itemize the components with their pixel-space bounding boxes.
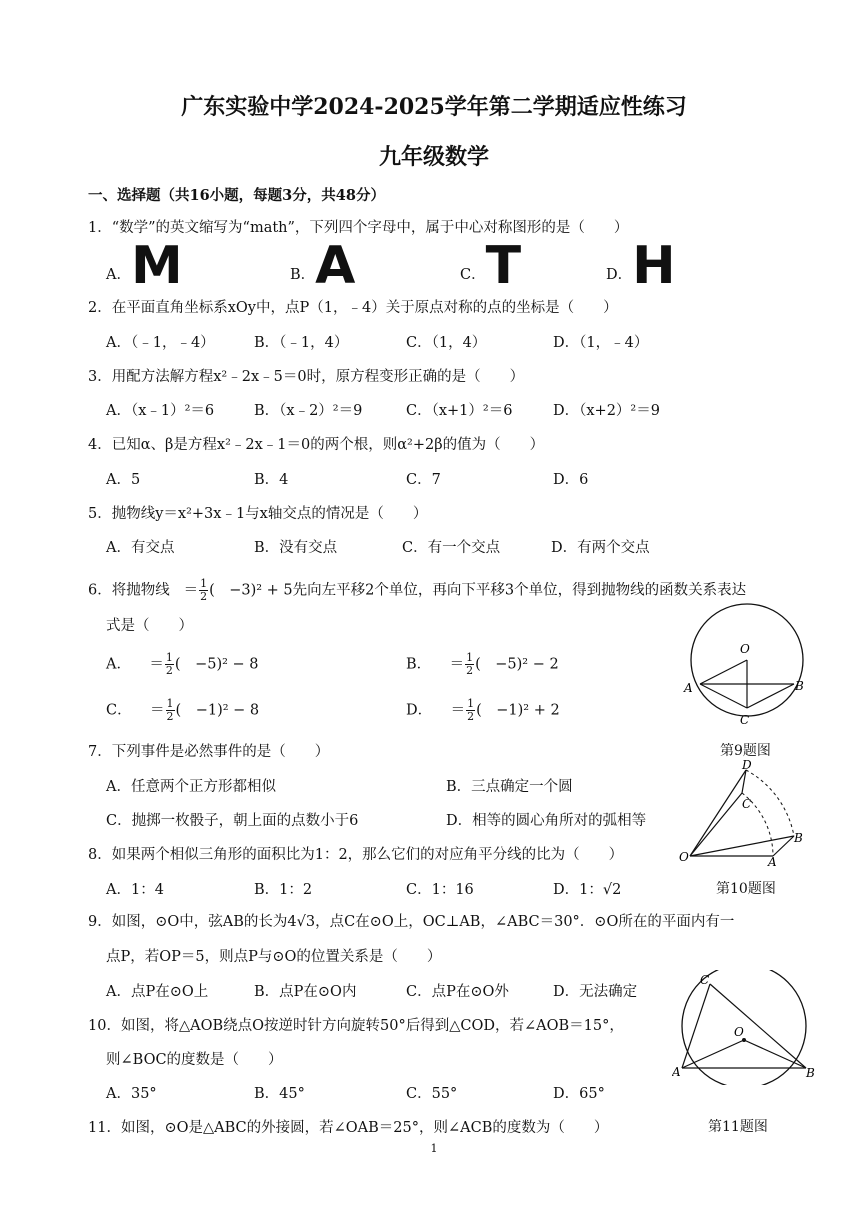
figure-10 — [676, 758, 806, 868]
question-5-option-c: C．有一个交点 — [402, 540, 501, 556]
page-title: 广东实验中学2024-2025学年第二学期适应性练习 — [181, 94, 687, 120]
page-subtitle: 九年级数学 — [378, 144, 489, 170]
fig9-label-o: O — [740, 642, 750, 656]
question-7-option-b: B．三点确定一个圆 — [446, 779, 573, 795]
q6-eq-rest: ( −3)² + 5 — [209, 582, 293, 599]
letter-h: H — [632, 236, 676, 296]
question-5-option-d: D．有两个交点 — [551, 540, 650, 556]
fig10-caption: 第10题图 — [716, 881, 776, 897]
question-10-option-a: A．35° — [106, 1086, 157, 1102]
fig9-label-a: A — [684, 681, 693, 695]
fig9-label-c: C — [740, 713, 750, 727]
question-10-option-d: D．65° — [553, 1086, 605, 1102]
question-9-option-c: C．点P在⊙O外 — [406, 984, 509, 1000]
figure-11 — [672, 970, 822, 1085]
question-9-option-d: D．无法确定 — [553, 984, 638, 1000]
question-3-stem: 3．用配方法解方程x²﹣2x﹣5＝0时，原方程变形正确的是（ ） — [88, 369, 525, 385]
question-1-option-d — [606, 236, 676, 296]
question-4-option-b: B．4 — [254, 472, 289, 488]
question-7-option-c: C．抛掷一枚骰子，朝上面的点数小于6 — [106, 813, 359, 829]
fig11-label-c: C — [700, 973, 710, 987]
question-7-option-a: A．任意两个正方形都相似 — [106, 779, 276, 795]
question-3-option-d: D．（x+2）²＝9 — [553, 403, 660, 419]
question-6-option-d: D． ＝ $\frac{1}{2}$ ( −1)² + 2 — [406, 697, 560, 723]
fig11-label-o: O — [734, 1025, 744, 1039]
fig11-label-a: A — [672, 1065, 681, 1079]
question-3-option-b: B．（x﹣2）²＝9 — [254, 403, 363, 419]
question-6-option-b: B． ＝ $\frac{1}{2}$ ( −5)² − 2 — [406, 651, 559, 677]
question-2-stem: 2．在平面直角坐标系xOy中，点P（1，﹣4）关于原点对称的点的坐标是（ ） — [88, 300, 618, 316]
question-8-stem: 8．如果两个相似三角形的面积比为1：2，那么它们的对应角平分线的比为（ ） — [88, 847, 624, 863]
option-label: A． — [106, 267, 131, 283]
fig10-label-a: A — [768, 855, 777, 868]
fig10-label-o: O — [679, 850, 689, 864]
fig11-caption: 第11题图 — [708, 1119, 768, 1135]
question-11-stem: 11．如图，⊙O是△ABC的外接圆，若∠OAB＝25°，则∠ACB的度数为（ ） — [88, 1120, 609, 1136]
question-5-stem: 5．抛物线y＝x²+3x﹣1与x轴交点的情况是（ ） — [88, 506, 428, 522]
question-9-option-b: B．点P在⊙O内 — [254, 984, 357, 1000]
question-4-option-d: D．6 — [553, 472, 589, 488]
page-number: 1 — [430, 1142, 438, 1155]
question-1-option-a — [106, 236, 183, 296]
question-10-option-b: B．45° — [254, 1086, 305, 1102]
question-1-option-c — [460, 236, 522, 296]
option-label: B． — [290, 267, 316, 283]
question-6-option-a: A． ＝ $\frac{1}{2}$ ( −5)² − 8 — [106, 651, 259, 677]
q6-eq-sign: ＝ — [183, 582, 199, 599]
option-label: C． — [460, 267, 486, 283]
question-9-stem: 9．如图，⊙O中，弦AB的长为4√3，点C在⊙O上，OC⊥AB，∠ABC＝30°．⊙O所在的平面内有一 — [88, 914, 735, 930]
question-2-option-d: D．（1，﹣4） — [553, 335, 649, 351]
q6-stem-start: 6．将抛物线 — [88, 582, 170, 599]
letter-t: T — [485, 236, 522, 296]
question-10-stem-cont: 则∠BOC的度数是（ ） — [106, 1052, 283, 1068]
question-4-stem: 4．已知α、β是方程x²﹣2x﹣1＝0的两个根，则α²+2β的值为（ ） — [88, 437, 545, 453]
question-2-option-a: A．（﹣1，﹣4） — [106, 335, 215, 351]
question-5-option-b: B．没有交点 — [254, 540, 338, 556]
question-3-option-c: C．（x+1）²＝6 — [406, 403, 513, 419]
question-7-option-d: D．相等的圆心角所对的弧相等 — [446, 813, 647, 829]
question-4-option-c: C．7 — [406, 472, 441, 488]
fig11-label-b: B — [806, 1066, 815, 1080]
question-9-stem-cont: 点P，若OP＝5，则点P与⊙O的位置关系是（ ） — [106, 949, 442, 965]
question-2-option-c: C．（1，4） — [406, 335, 487, 351]
question-2-option-b: B．（﹣1，4） — [254, 335, 349, 351]
question-7-stem: 7．下列事件是必然事件的是（ ） — [88, 744, 330, 760]
question-1-option-b — [290, 236, 356, 296]
fig10-label-d: D — [742, 758, 752, 772]
letter-a: A — [315, 236, 356, 296]
figure-9 — [680, 598, 810, 730]
question-10-option-c: C．55° — [406, 1086, 458, 1102]
question-8-option-a: A．1：4 — [106, 882, 164, 898]
fig9-caption: 第9题图 — [720, 743, 771, 759]
question-8-option-d: D．1：√2 — [553, 882, 622, 898]
question-5-option-a: A．有交点 — [106, 540, 175, 556]
option-label: D． — [606, 267, 633, 283]
question-3-option-a: A．（x﹣1）²＝6 — [106, 403, 215, 419]
fig10-label-b: B — [794, 831, 803, 845]
fig9-label-b: B — [795, 679, 804, 693]
q6-stem-middle: 先向左平移2个单位，再向下平移3个单位，得到抛物线的函数关系表达 — [292, 582, 747, 599]
question-6-stem — [88, 578, 746, 603]
question-9-option-a: A．点P在⊙O上 — [106, 984, 209, 1000]
question-4-option-a: A．5 — [106, 472, 141, 488]
question-6-option-c: C． ＝ $\frac{1}{2}$ ( −1)² − 8 — [106, 697, 260, 723]
fig10-label-c: C — [742, 797, 752, 811]
question-10-stem: 10．如图，将△AOB绕点O按逆时针方向旋转50°后得到△COD，若∠AOB＝15°， — [88, 1018, 624, 1034]
question-1-stem: 1．“数学”的英文缩写为“math”，下列四个字母中，属于中心对称图形的是（ ） — [88, 220, 629, 236]
letter-m: M — [130, 236, 183, 296]
section-heading: 一、选择题（共16小题，每题3分，共48分） — [88, 187, 385, 204]
fraction-half: $\frac{1}{2}$ — [200, 577, 208, 603]
question-8-option-b: B．1：2 — [254, 882, 313, 898]
question-6-stem-cont: 式是（ ） — [106, 618, 193, 634]
question-8-option-c: C．1：16 — [406, 882, 474, 898]
